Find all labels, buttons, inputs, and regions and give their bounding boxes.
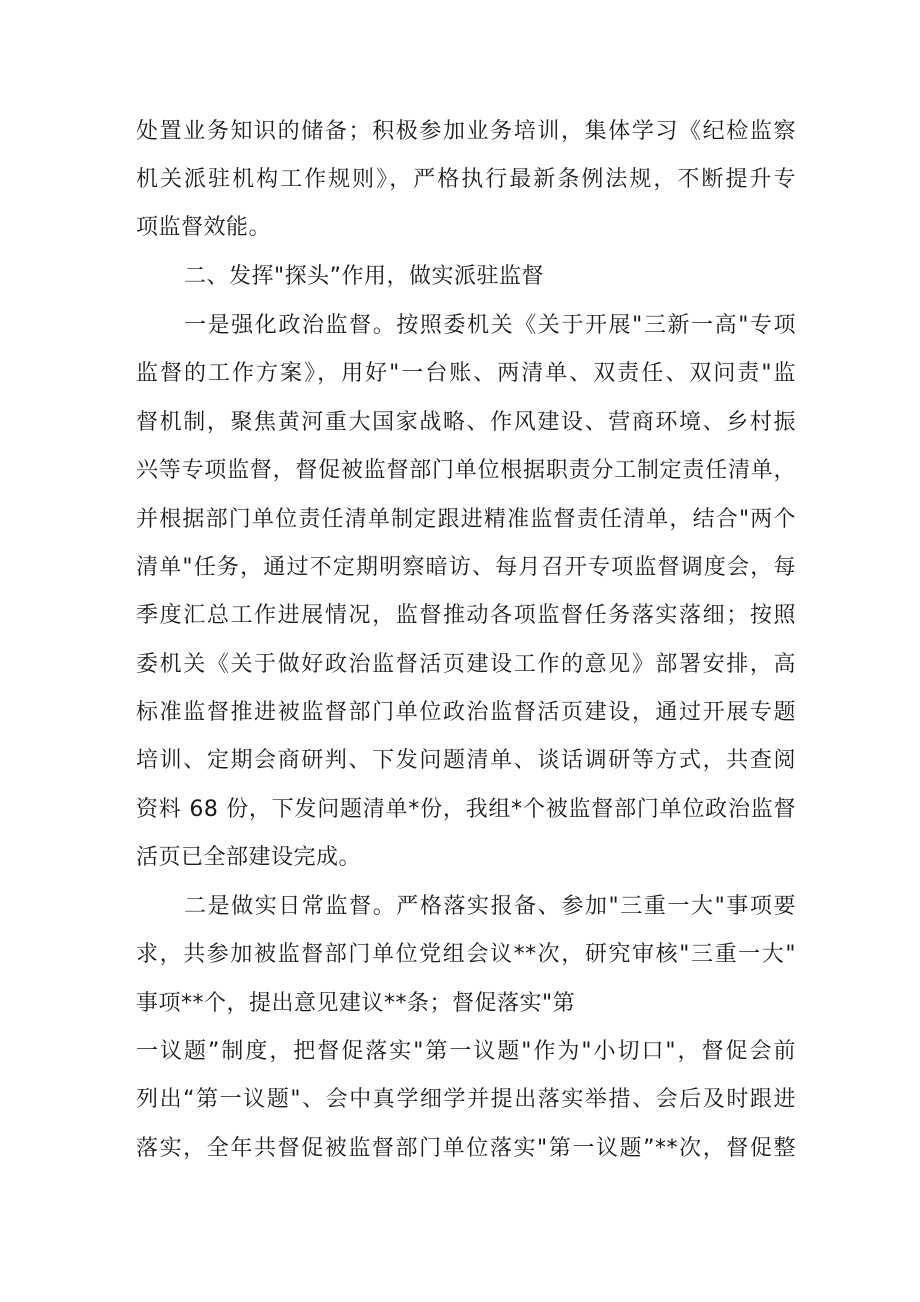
text-line: 活页已全部建设完成。 xyxy=(136,845,362,870)
text-line: 监督的工作方案》，用好"一台账、两清单、双责任、双问责"监 xyxy=(136,361,796,386)
text-line: 列出“第一议题"、会中真学细学并提出落实举措、会后及时跟进 xyxy=(136,1087,796,1112)
text-line: 委机关《关于做好政治监督活页建设工作的意见》部署安排，高 xyxy=(136,652,796,677)
text-line: 二是做实日常监督。严格落实报备、参加"三重一大"事项要 xyxy=(184,894,796,919)
text-line: 标准监督推进被监督部门单位政治监督活页建设，通过开展专题 xyxy=(136,700,796,725)
text-line: 事项**个，提出意见建议**条；督促落实"第 xyxy=(136,991,576,1016)
text-line: 落实，全年共督促被监督部门单位落实"第一议题”**次，督促整 xyxy=(136,1136,796,1161)
text-line: 处置业务知识的储备；积极参加业务培训，集体学习《纪检监察 xyxy=(136,119,796,144)
text-line: 培训、定期会商研判、下发问题清单、谈话调研等方式，共查阅 xyxy=(136,748,796,773)
text-line: 求，共参加被监督部门单位党组会议**次，研究审核"三重一大" xyxy=(136,942,796,967)
text-line: 并根据部门单位责任清单制定跟进精准监督责任清单，结合"两个 xyxy=(136,507,796,532)
text-line: 兴等专项监督，督促被监督部门单位根据职责分工制定责任清单， xyxy=(136,458,796,483)
text-line: 一议题”制度，把督促落实"第一议题"作为"小切口"，督促会前 xyxy=(136,1039,796,1064)
text-line: 季度汇总工作进展情况，监督推动各项监督任务落实落细；按照 xyxy=(136,603,796,628)
text-line: 机关派驻机构工作规则》，严格执行最新条例法规，不断提升专 xyxy=(136,167,796,192)
text-line: 一是强化政治监督。按照委机关《关于开展"三新一高"专项 xyxy=(184,313,796,338)
text-line: 项监督效能。 xyxy=(136,215,272,240)
section-heading: 二、发挥"探头”作用，做实派驻监督 xyxy=(184,264,545,289)
text-line: 清单"任务，通过不定期明察暗访、每月召开专项监督调度会，每 xyxy=(136,555,796,580)
text-line: 资料 68 份，下发问题清单*份，我组*个被监督部门单位政治监督 xyxy=(136,797,796,822)
text-line: 督机制，聚焦黄河重大国家战略、作风建设、营商环境、乡村振 xyxy=(136,410,796,435)
